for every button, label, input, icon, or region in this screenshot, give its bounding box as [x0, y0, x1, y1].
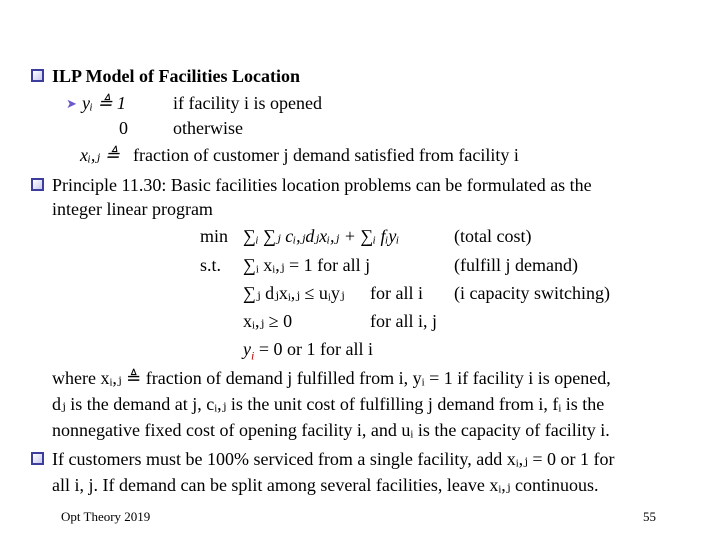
- constraint-4: [243, 338, 373, 367]
- y-subscript: i: [251, 348, 255, 363]
- x-definition: xᵢ,ⱼ ≜: [80, 145, 120, 165]
- bullet-icon: [31, 69, 44, 82]
- objective-note: (total cost): [454, 226, 532, 246]
- constraint-2-note: (i capacity switching): [454, 283, 610, 303]
- constraint-1: ∑ᵢ xᵢ,ⱼ = 1 for all j: [243, 255, 371, 275]
- arrow-bullet-icon: ➤: [66, 96, 77, 111]
- constraint-2-for: for all i: [370, 283, 423, 303]
- where-line: where xᵢ,ⱼ ≜ fraction of demand j fulfilled from i, yᵢ = 1 if facility i is opened,: [52, 368, 611, 388]
- constraint-3: xᵢ,ⱼ ≥ 0: [243, 311, 293, 331]
- min-label: min: [200, 226, 229, 246]
- last-bullet-line: all i, j. If demand can be split among several facilities, leave xᵢ,ⱼ continuous.: [52, 475, 599, 495]
- page-number: 55: [643, 509, 656, 524]
- constraint-4-text: = 0 or 1 for all i: [254, 339, 373, 359]
- constraint-3-for: for all i, j: [370, 311, 437, 331]
- principle-line: integer linear program: [52, 199, 213, 219]
- principle-line: Principle 11.30: Basic facilities location problems can be formulated as the: [52, 175, 592, 195]
- y-zero-text: otherwise: [173, 118, 243, 138]
- x-definition-text: fraction of customer j demand satisfied from facility i: [133, 145, 519, 165]
- constraint-2: ∑ⱼ dⱼxᵢ,ⱼ ≤ uᵢyⱼ: [243, 283, 345, 303]
- y-definition: yᵢ ≜ 1: [82, 93, 126, 113]
- y-definition-text: if facility i is opened: [173, 93, 322, 113]
- where-line: dⱼ is the demand at j, cᵢ,ⱼ is the unit cost of fulfilling j demand from i, fᵢ is the: [52, 394, 605, 414]
- y-var: y: [243, 339, 251, 359]
- bullet-icon: [31, 178, 44, 191]
- where-line: nonnegative fixed cost of opening facility i, and uᵢ is the capacity of facility i.: [52, 420, 610, 440]
- slide-title: ILP Model of Facilities Location: [52, 66, 300, 86]
- y-zero: 0: [119, 118, 128, 138]
- st-label: s.t.: [200, 255, 222, 275]
- constraint-1-note: (fulfill j demand): [454, 255, 578, 275]
- last-bullet-line: If customers must be 100% serviced from a single facility, add xᵢ,ⱼ = 0 or 1 for: [52, 449, 615, 469]
- footer-text: Opt Theory 2019: [61, 509, 151, 524]
- objective: ∑ᵢ ∑ⱼ cᵢ,ⱼdⱼxᵢ,ⱼ + ∑ᵢ fᵢyᵢ: [243, 226, 400, 246]
- bullet-icon: [31, 452, 44, 465]
